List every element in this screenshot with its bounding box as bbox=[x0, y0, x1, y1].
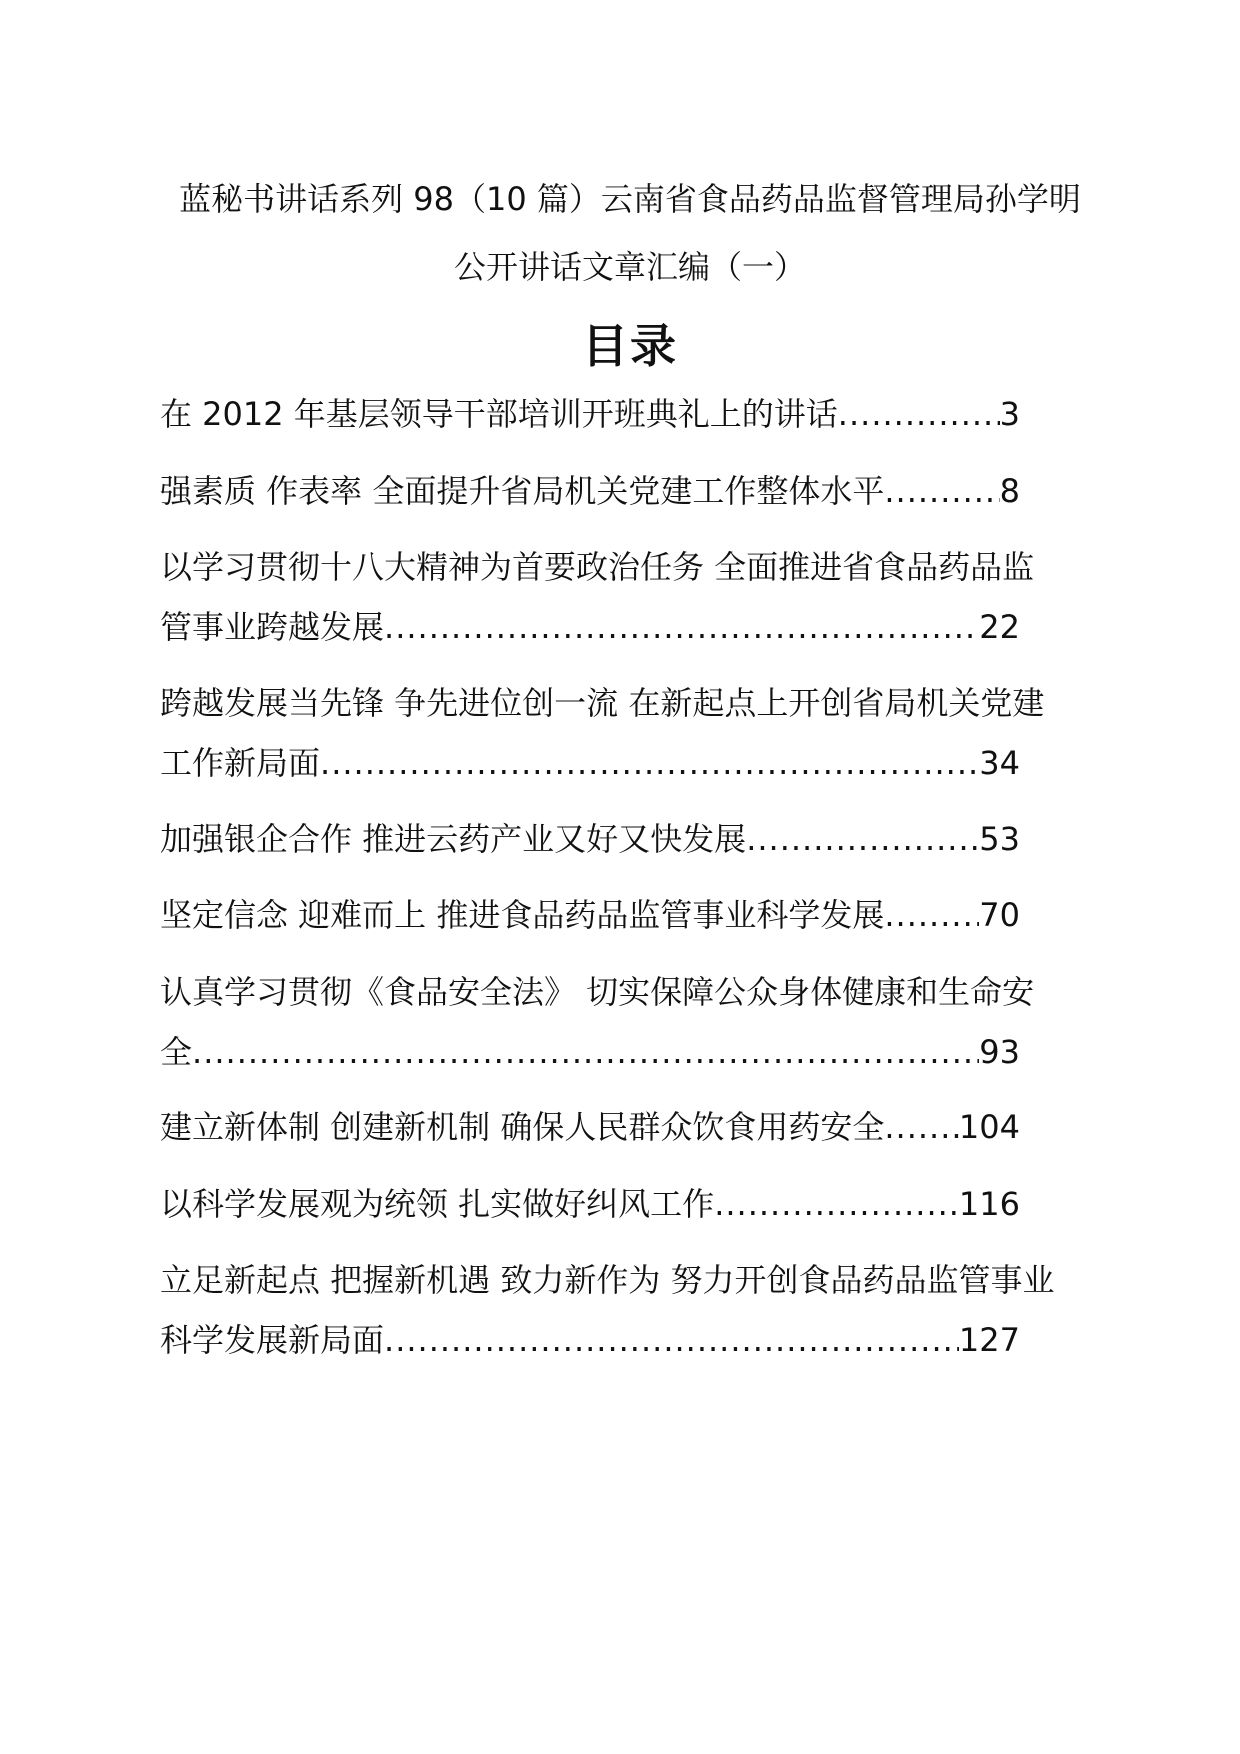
toc-entry-title: 强素质 作表率 全面提升省局机关党建工作整体水平 bbox=[160, 472, 885, 510]
toc-entry-title-line-1: 以学习贯彻十八大精神为首要政治任务 全面推进省食品药品监 bbox=[160, 548, 1035, 586]
toc-page-number: 127 bbox=[958, 1321, 1020, 1359]
toc-entry-title: 全 bbox=[160, 1033, 193, 1071]
toc-entry[interactable] bbox=[160, 376, 1100, 452]
toc-leader-dots bbox=[884, 877, 979, 953]
toc-entry-title: 在 2012 年基层领导干部培训开班典礼上的讲话 bbox=[160, 395, 838, 433]
toc-leader-dots bbox=[320, 725, 979, 801]
toc-entry[interactable] bbox=[160, 801, 1100, 877]
toc-page-number: 53 bbox=[979, 820, 1020, 858]
toc-page-number: 104 bbox=[958, 1108, 1020, 1146]
toc-entry[interactable] bbox=[160, 453, 1100, 529]
toc-entry[interactable] bbox=[160, 877, 1100, 953]
toc-entry-title: 以科学发展观为统领 扎实做好纠风工作 bbox=[160, 1185, 715, 1223]
toc-entry-title: 加强银企合作 推进云药产业又好又快发展 bbox=[160, 820, 747, 858]
toc-page-number: 116 bbox=[958, 1185, 1020, 1223]
document-title bbox=[160, 165, 1100, 301]
toc-entry[interactable] bbox=[160, 954, 1100, 1090]
toc-leader-dots bbox=[884, 453, 999, 529]
document-title-line-2: 公开讲话文章汇编（一） bbox=[453, 248, 806, 286]
toc-page-number: 70 bbox=[979, 896, 1020, 934]
toc-entry[interactable] bbox=[160, 665, 1100, 801]
toc-leader-dots bbox=[884, 1089, 959, 1165]
toc-page-number: 22 bbox=[979, 608, 1020, 646]
toc-leader-dots bbox=[384, 1302, 959, 1378]
toc-entry-title: 工作新局面 bbox=[160, 744, 321, 782]
toc-heading: 目录 bbox=[582, 319, 678, 373]
document-title-line-1: 蓝秘书讲话系列 98（10 篇）云南省食品药品监督管理局孙学明 bbox=[179, 180, 1081, 218]
toc-leader-dots bbox=[746, 801, 979, 877]
toc-entry-title-line-1: 跨越发展当先锋 争先进位创一流 在新起点上开创省局机关党建 bbox=[160, 684, 1045, 722]
toc-entry[interactable] bbox=[160, 1089, 1100, 1165]
toc-entry[interactable] bbox=[160, 1166, 1100, 1242]
toc-entry[interactable] bbox=[160, 1242, 1100, 1378]
toc-page-number: 93 bbox=[979, 1033, 1020, 1071]
toc-entry-title: 管事业跨越发展 bbox=[160, 608, 385, 646]
toc-entry-title: 建立新体制 创建新机制 确保人民群众饮食用药安全 bbox=[160, 1108, 885, 1146]
toc-entry-title-line-1: 认真学习贯彻《食品安全法》 切实保障公众身体健康和生命安 bbox=[160, 973, 1035, 1011]
toc-page-number: 34 bbox=[979, 744, 1020, 782]
toc-page-number: 8 bbox=[999, 472, 1020, 510]
toc-entry[interactable] bbox=[160, 529, 1100, 665]
toc-leader-dots bbox=[714, 1166, 959, 1242]
toc-page-number: 3 bbox=[999, 395, 1020, 433]
toc-entry-title-line-1: 立足新起点 把握新机遇 致力新作为 努力开创食品药品监管事业 bbox=[160, 1261, 1055, 1299]
toc-entry-title: 坚定信念 迎难而上 推进食品药品监管事业科学发展 bbox=[160, 896, 885, 934]
toc-leader-dots bbox=[838, 376, 1000, 452]
toc-entry-title: 科学发展新局面 bbox=[160, 1321, 385, 1359]
toc-leader-dots bbox=[384, 589, 979, 665]
toc-leader-dots bbox=[192, 1014, 979, 1090]
